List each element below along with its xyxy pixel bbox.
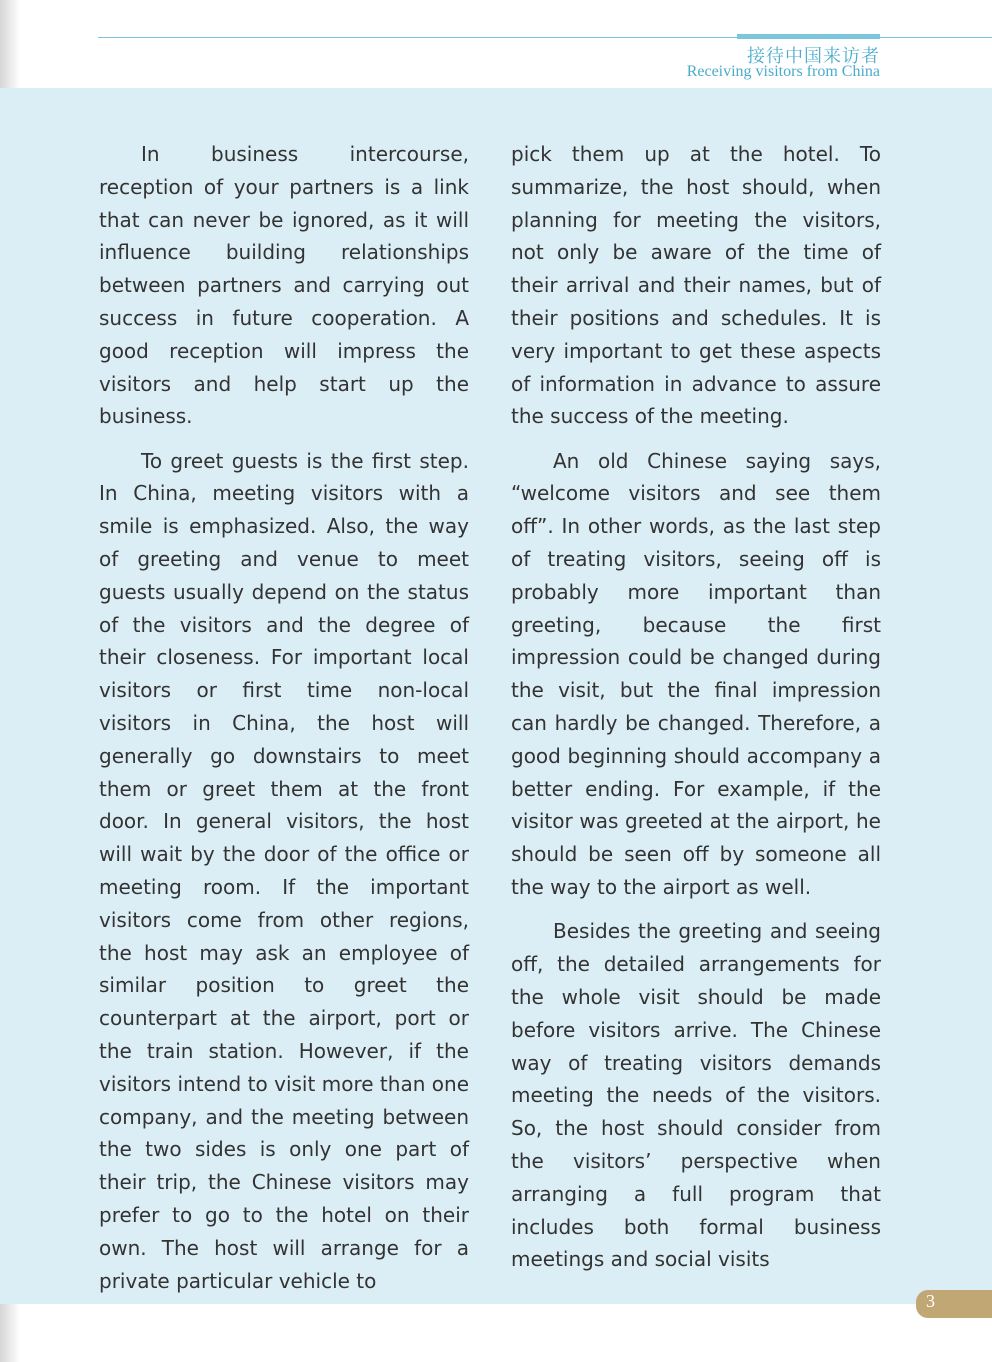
header-accent-bar (737, 34, 880, 39)
text-column-left (99, 138, 469, 1309)
page-number: 3 (926, 1291, 935, 1311)
header-title-chinese: 接待中国来访者 (747, 46, 880, 67)
paragraph: To greet guests is the first step. In China, meeting visitors with a smile is emphasized. Also, the way of greeting and venue to meet guests usually depend on the status of the visitors and the degree of their closeness. For important local visitors or first time non-local visitors in China, the host will generally go downstairs to meet them or greet them at the front door. In general visitors, the host will wait by the door of the office or meeting room. If the important visitors come from other regions, the host may ask an employee of similar position to greet the counterpart at the airport, port or the train station. However, if the visitors intend to visit more than one company, and the meeting between the two sides is only one part of their trip, the Chinese visitors may prefer to go to the hotel on their own. The host will arrange for a private particular vehicle to (99, 448, 469, 1293)
paragraph: An old Chinese saying says, “welcome visitors and see them off”. In other words, as the last step of treating visitors, seeing off is probably more important than greeting, because the first impression could be changed during the visit, but the final impression can hardly be changed. Therefore, a good beginning should accompany a better ending. For example, if the visitor was greeted at the airport, he should be seen off by someone all the way to the airport as well. (511, 448, 881, 900)
paragraph: Besides the greeting and seeing off, the detailed arrangements for the whole visit should be made before visitors arrive. The Chinese way of treating visitors demands meeting the needs of the visitors. So, the host should consider from the visitors’ perspective when arranging a full program that includes both formal business meetings and social visits (511, 919, 881, 1272)
paragraph-continued: pick them up at the hotel. To summarize, the host should, when planning for meeting the visitors, not only be aware of the time of their arrival and their names, but of their positions and schedules. It is very important to get these aspects of information in advance to assure the success of the meeting. (511, 142, 881, 429)
paragraph: In business intercourse, reception of your partners is a link that can never be ignored, as it will influence building relationships between partners and carrying out success in future cooperation. A good reception will impress the visitors and help start up the business. (99, 142, 469, 429)
text-column-right (511, 138, 881, 1288)
header-title-english: Receiving visitors from China (686, 63, 880, 80)
